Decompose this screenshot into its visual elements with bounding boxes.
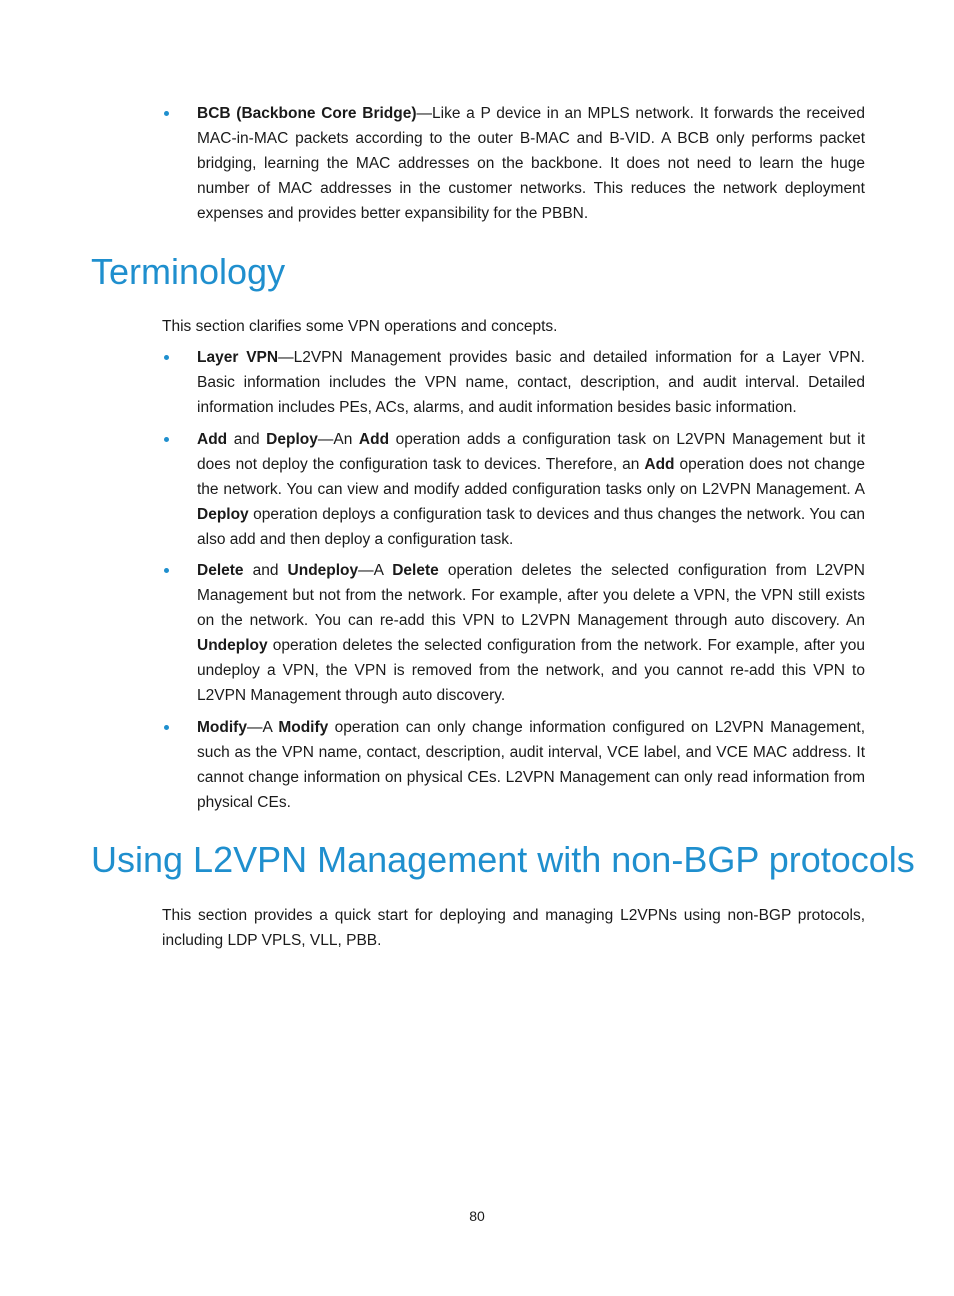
text-and: and <box>227 431 267 448</box>
heading-non-bgp: Using L2VPN Management with non-BGP protocols <box>91 839 915 880</box>
delete-undeploy-text: operation deletes the selected configuration from the network. For example, after you undeploy a VPN, the VPN is removed from the network, and you cannot re-add this VPN to L2VPN Management through auto discovery. <box>197 637 865 704</box>
term-deploy: Deploy <box>197 506 249 523</box>
layer-vpn-description: —L2VPN Management provides basic and detailed information for a Layer VPN. Basic information includes the VPN name, contact, description, and audit interval. Detailed information includes PEs, ACs, alarms, and audit information besides basic information. <box>197 349 865 416</box>
term-modify: Modify <box>197 719 247 736</box>
bcb-description: —Like a P device in an MPLS network. It forwards the received MAC-in-MAC packets according to the outer B-MAC and B-VID. A BCB only performs packet bridging, learning the MAC addresses on the backbone. It does not need to learn the huge number of MAC addresses in the customer networks. This reduces the network deployment expenses and provides better expansibility for the PBBN. <box>197 105 865 222</box>
term-undeploy: Undeploy <box>197 637 268 654</box>
term-delete: Delete <box>392 562 439 579</box>
add-deploy-text: operation adds a configuration task on L2VPN Management but it does not deploy the configuration task to devices. Therefore, an <box>197 431 866 473</box>
term-add: Add <box>358 431 390 448</box>
add-deploy-text: operation deploys a configuration task to devices and thus changes the network. You can also add and then deploy a configuration task. <box>197 506 865 548</box>
term-undeploy: Undeploy <box>287 562 359 579</box>
bullet-icon <box>164 111 169 116</box>
delete-undeploy-text: operation deletes the selected configuration from L2VPN Management but not from the network. For example, after you delete a VPN, the VPN still exists on the network. You can re-add this VPN to L2VPN Management through auto discovery. An <box>197 562 865 629</box>
term-modify: Modify <box>278 719 329 736</box>
bullet-icon <box>164 355 169 360</box>
add-deploy-text: —An <box>317 431 359 448</box>
add-deploy-text: operation does not change the network. You can view and modify added configuration tasks only on L2VPN Management. A <box>197 456 865 498</box>
bullet-icon <box>164 725 169 730</box>
heading-terminology: Terminology <box>91 251 286 292</box>
page-number: 80 <box>469 1208 485 1224</box>
list-item-modify <box>197 715 865 815</box>
list-item-delete-undeploy <box>197 558 865 708</box>
terminology-intro: This section clarifies some VPN operations and concepts. <box>162 318 558 335</box>
non-bgp-intro: This section provides a quick start for deploying and managing L2VPNs using non-BGP protocols, including LDP VPLS, VLL, PBB. <box>162 907 865 949</box>
term-add: Add <box>644 456 675 473</box>
term-deploy: Deploy <box>266 431 318 448</box>
term-delete: Delete <box>197 562 244 579</box>
term-add: Add <box>197 431 228 448</box>
bullet-icon <box>164 568 169 573</box>
modify-text: —A <box>246 719 279 736</box>
list-item-bcb <box>197 101 865 226</box>
delete-undeploy-text: —A <box>358 562 393 579</box>
term-bcb: BCB (Backbone Core Bridge) <box>197 105 417 122</box>
text-and: and <box>243 562 288 579</box>
term-layer-vpn: Layer VPN <box>197 349 279 366</box>
bullet-icon <box>164 437 169 442</box>
modify-text: operation can only change information configured on L2VPN Management, such as the VPN name, contact, description, audit interval, VCE label, and VCE MAC address. It cannot change information on physical CEs. L2VPN Management can only read information from physical CEs. <box>197 719 865 811</box>
list-item-add-deploy <box>197 427 865 552</box>
list-item-layer-vpn <box>197 345 865 420</box>
